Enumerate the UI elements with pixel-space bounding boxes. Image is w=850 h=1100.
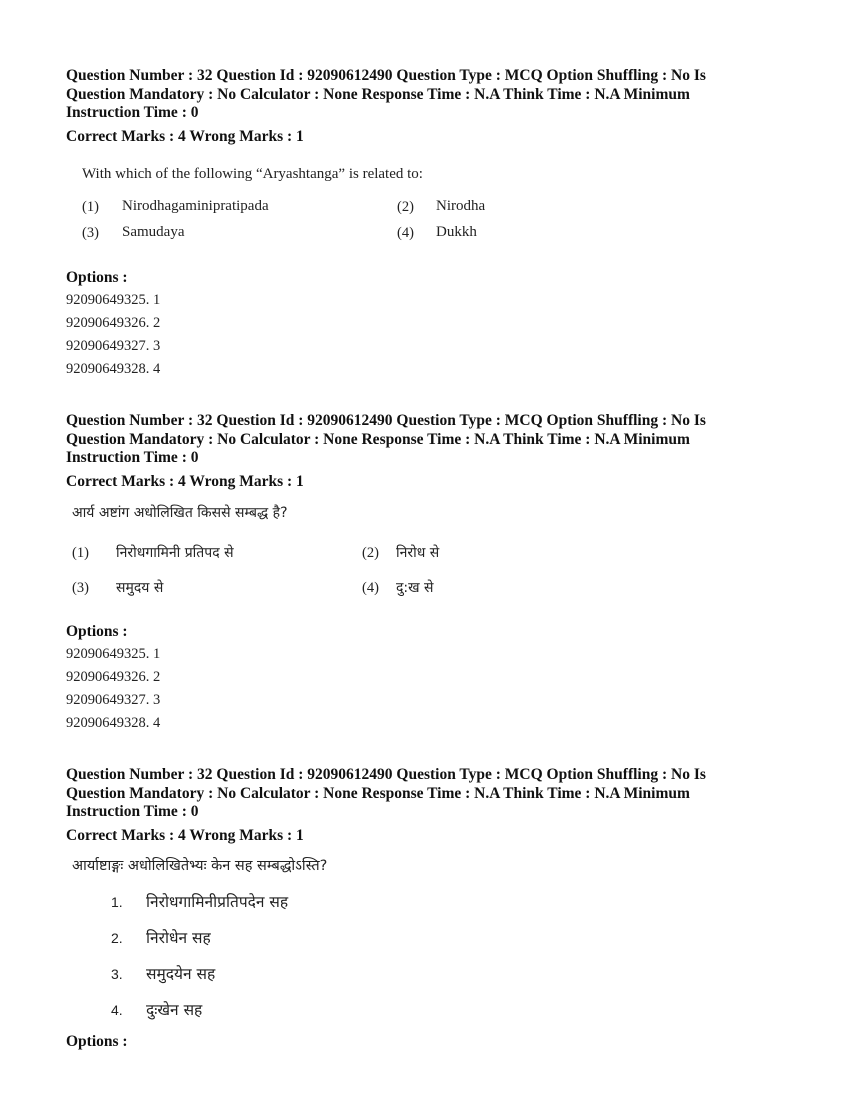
option-id: 92090649327. 3 [66, 692, 161, 708]
header-line-3: Instruction Time : 0 [66, 449, 199, 466]
choice-text: निरोधगामिनी प्रतिपद से [116, 545, 234, 561]
option-id: 92090649327. 3 [66, 338, 161, 354]
options-list [66, 289, 160, 381]
question-header [66, 766, 786, 822]
choice-number: (2) [362, 545, 379, 561]
option-id: 92090649326. 2 [66, 315, 161, 331]
option-id: 92090649326. 2 [66, 669, 161, 685]
choice-text: Nirodhagaminipratipada [122, 198, 269, 214]
header-line-3: Instruction Time : 0 [66, 803, 199, 820]
choice-number: (3) [72, 580, 89, 596]
choice-text: Dukkh [436, 224, 477, 240]
choice-number: (4) [362, 580, 379, 596]
choice-number: 2. [111, 930, 123, 946]
choice-text: Samudaya [122, 224, 185, 240]
question-text: आर्य अष्टांग अधोलिखित किससे सम्बद्ध है? [72, 505, 288, 521]
option-id: 92090649328. 4 [66, 715, 161, 731]
choice-text: समुदय से [116, 580, 164, 596]
option-id: 92090649325. 1 [66, 292, 161, 308]
options-label: Options : [66, 1033, 128, 1050]
choice-text: निरोधगामिनीप्रतिपदेन सह [146, 893, 289, 911]
option-id: 92090649328. 4 [66, 361, 161, 377]
choice-number: 4. [111, 1002, 123, 1018]
header-line-3: Instruction Time : 0 [66, 104, 199, 121]
header-line-1: Question Number : 32 Question Id : 92090612490 Question Type : MCQ Option Shuffling : No Is [66, 412, 706, 429]
options-label: Options : [66, 623, 128, 640]
choice-number: (4) [397, 225, 414, 241]
header-line-2: Question Mandatory : No Calculator : None Response Time : N.A Think Time : N.A Minimum [66, 784, 690, 802]
header-line-2: Question Mandatory : No Calculator : None Response Time : N.A Think Time : N.A Minimum [66, 430, 690, 448]
header-line-1: Question Number : 32 Question Id : 92090612490 Question Type : MCQ Option Shuffling : No Is [66, 766, 706, 783]
question-text: With which of the following “Aryashtanga” is related to: [82, 166, 423, 182]
header-line-2: Question Mandatory : No Calculator : None Response Time : N.A Think Time : N.A Minimum [66, 85, 690, 103]
choice-number: (1) [72, 545, 89, 561]
choice-number: (1) [82, 199, 99, 215]
options-label: Options : [66, 269, 128, 286]
marks-line: Correct Marks : 4 Wrong Marks : 1 [66, 128, 304, 145]
choice-number: 1. [111, 894, 123, 910]
options-list [66, 643, 160, 735]
choice-text: निरोधेन सह [146, 929, 211, 947]
option-id: 92090649325. 1 [66, 646, 161, 662]
choice-text: दुःखेन सह [146, 1001, 203, 1019]
question-header [66, 412, 786, 468]
choice-number: (3) [82, 225, 99, 241]
header-line-1: Question Number : 32 Question Id : 92090612490 Question Type : MCQ Option Shuffling : No Is [66, 67, 706, 84]
choice-number: (2) [397, 199, 414, 215]
choice-text: Nirodha [436, 198, 486, 214]
marks-line: Correct Marks : 4 Wrong Marks : 1 [66, 827, 304, 844]
question-text: आर्याष्टाङ्गः अधोलिखितेभ्यः केन सह सम्बद्धोऽस्ति? [72, 858, 328, 874]
question-header [66, 67, 786, 123]
marks-line: Correct Marks : 4 Wrong Marks : 1 [66, 473, 304, 490]
choice-text: निरोध से [396, 545, 440, 561]
choice-text: दु:ख से [396, 580, 434, 596]
choice-number: 3. [111, 966, 123, 982]
choice-text: समुदयेन सह [146, 965, 216, 983]
